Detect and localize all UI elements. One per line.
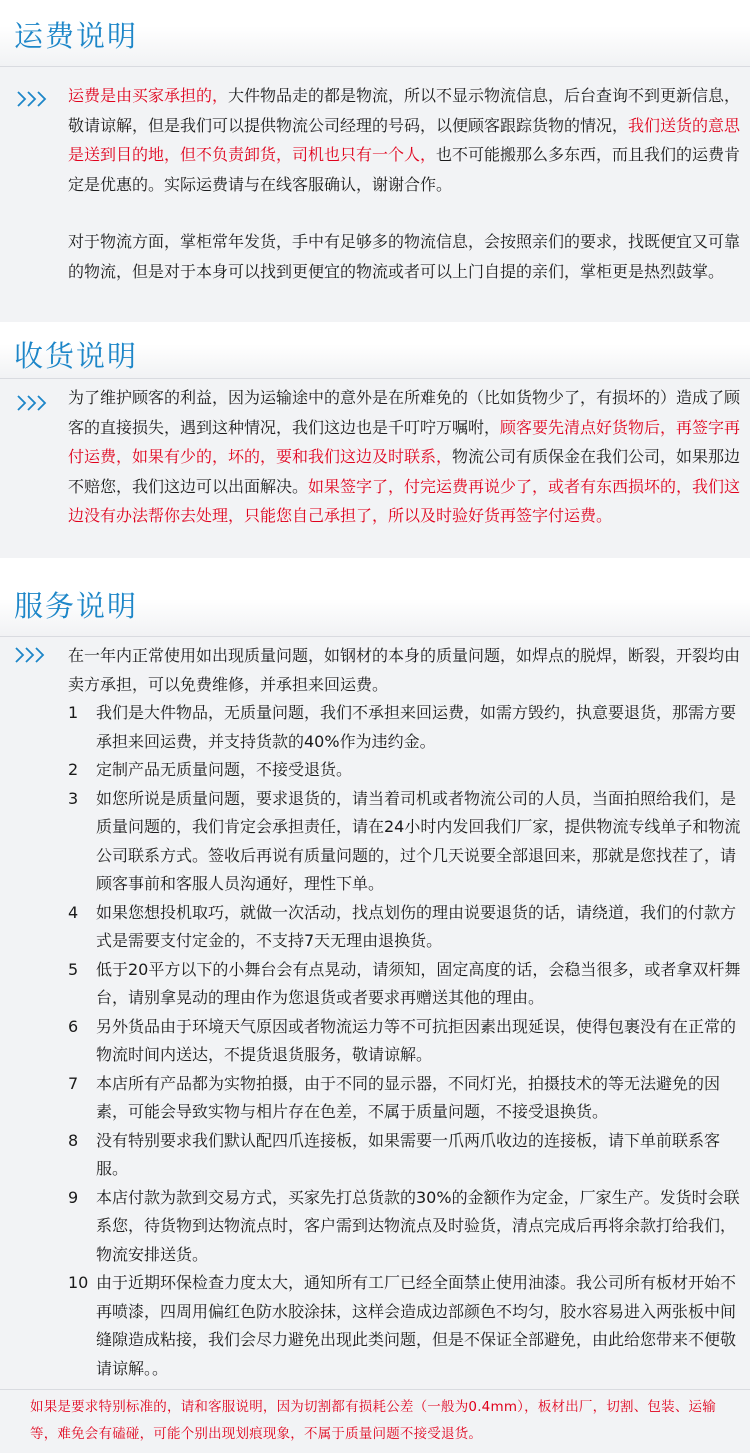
receiving-text-4: 如果签字了，付完运费再说少了，或者有东西损坏的，我们这边没有办法帮你去处理，只能您自己承担了，所以及时验好货再签字付运费。 [68, 476, 741, 525]
service-intro: 在一年内正常使用如出现质量问题，如钢材的本身的质量问题，如焊点的脱焊，断裂，开裂均由卖方承担，可以免费维修，并承担来回运费。 [68, 646, 741, 694]
service-item-10 [68, 1269, 742, 1383]
service-title: 服务说明 [14, 589, 139, 623]
receiving-title: 收货说明 [14, 339, 139, 373]
shipping-body [0, 67, 750, 322]
item-number: 2 [68, 760, 79, 779]
item-number: 10 [68, 1273, 89, 1292]
service-item-7 [68, 1070, 742, 1127]
shipping-text-4: 也不可能搬那么多东西，而且我们的运费肯定是优惠的。实际运费请与在线客服确认，谢谢合作。 [68, 145, 741, 194]
receiving-paragraph [68, 383, 742, 531]
item-text: 由于近期环保检查力度太大，通知所有工厂已经全面禁止使用油漆。我公司所有板材开始不再喷漆，四周用偏红色防水胶涂抹，这样会造成边部颜色不均匀，胶水容易进入两张板中间缝隙造成粘接，我们会尽力避免出现此类问题，但是不保证全部避免，由此给您带来不便敬请谅解。。 [96, 1273, 737, 1378]
service-item-8 [68, 1127, 742, 1184]
service-list [68, 699, 742, 1383]
triple-chevron-right-icon [14, 645, 48, 665]
shipping-text-3: 我们送货的意思是送到目的地，但不负责卸货，司机也只有一个人， [68, 115, 741, 164]
shipping-text-1: 运费是由买家承担的， [68, 86, 229, 105]
triple-chevron-right-icon [16, 89, 50, 109]
item-number: 5 [68, 959, 79, 979]
receiving-body [0, 379, 750, 558]
item-number: 4 [68, 902, 79, 922]
item-number: 1 [68, 703, 79, 722]
shipping-section [0, 0, 750, 322]
service-item-4 [68, 899, 742, 956]
item-text: 本店所有产品都为实物拍摄，由于不同的显示器，不同灯光，拍摄技术的等无法避免的因素，可能会导致实物与相片存在色差，不属于质量问题，不接受退换货。 [96, 1073, 721, 1121]
service-item-3 [68, 785, 742, 899]
receiving-header [0, 322, 750, 379]
item-text: 本店付款为款到交易方式，买家先打总货款的30%的金额作为定金，厂家生产。发货时会联系您，待货物到达物流点时，客户需到达物流点及时验货，清点完成后再将余款打给我们，物流安排送货。 [96, 1187, 740, 1264]
item-text: 如果您想投机取巧，就做一次活动，找点划伤的理由说要退货的话，请绕道，我们的付款方式是需要支付定金的，不支持7天无理由退换货。 [96, 902, 737, 950]
footer-note-text: 如果是要求特别标准的，请和客服说明，因为切割都有损耗公差（一般为0.4mm），板材出厂，切割、包装、运输等，难免会有磕碰，可能个别出现划痕现象，不属于质量问题不接受退货。 [30, 1399, 716, 1442]
shipping-paragraph [68, 81, 742, 199]
service-header [0, 574, 750, 637]
service-item-9 [68, 1184, 742, 1270]
shipping-text-2: 大件物品走的都是物流，所以不显示物流信息，后台查询不到更新信息，敬请谅解，但是我们可以提供物流公司经理的号码，以便顾客跟踪货物的情况， [68, 86, 741, 135]
item-text: 如您所说是质量问题，要求退货的，请当着司机或者物流公司的人员，当面拍照给我们，是质量问题的，我们肯定会承担责任，请在24小时内发回我们厂家，提供物流专线单子和物流公司联系方式。签收后再说有质量问题的，过个几天说要全部退回来，那就是您找茬了，请顾客事前和客服人员沟通好，理性下单。 [96, 788, 741, 893]
item-number: 7 [68, 1073, 79, 1093]
service-item-2 [68, 756, 742, 785]
service-body [0, 637, 750, 1389]
service-item-6 [68, 1013, 742, 1070]
shipping-header [0, 0, 750, 67]
item-number: 9 [68, 1187, 79, 1207]
receiving-text-3: 物流公司有质保金在我们公司，如果那边不赔您，我们这边可以出面解决。 [68, 447, 741, 496]
shipping-paragraph-2: 对于物流方面，掌柜常年发货，手中有足够多的物流信息，会按照亲们的要求，找既便宜又可靠的物流，但是对于本身可以找到更便宜的物流或者可以上门自提的亲们，掌柜更是热烈鼓掌。 [68, 232, 741, 281]
footer-note [0, 1389, 750, 1453]
service-item-5 [68, 956, 742, 1013]
triple-chevron-right-icon [16, 393, 50, 413]
item-text: 低于20平方以下的小舞台会有点晃动，请须知，固定高度的话，会稳当很多，或者拿双杆舞台，请别拿晃动的理由作为您退货或者要求再赠送其他的理由。 [96, 959, 741, 1007]
service-section [0, 574, 750, 1389]
item-number: 8 [68, 1130, 79, 1150]
receiving-text-2: 顾客要先清点好货物后，再签字再付运费，如果有少的，坏的，要和我们这边及时联系， [68, 417, 741, 466]
item-text: 我们是大件物品，无质量问题，我们不承担来回运费，如需方毁约，执意要退货，那需方要承担来回运费，并支持货款的40%作为违约金。 [96, 703, 737, 751]
service-item-1 [68, 699, 742, 756]
receiving-text-1: 为了维护顾客的利益，因为运输途中的意外是在所难免的（比如货物少了，有损坏的）造成了顾客的直接损失，遇到这种情况，我们这边也是千叮咛万嘱咐， [68, 388, 741, 437]
item-number: 3 [68, 788, 79, 808]
receiving-section [0, 322, 750, 558]
item-text: 另外货品由于环境天气原因或者物流运力等不可抗拒因素出现延误，使得包裹没有在正常的物流时间内送达，不提货退货服务，敬请谅解。 [96, 1016, 737, 1064]
item-text: 没有特别要求我们默认配四爪连接板，如果需要一爪两爪收边的连接板，请下单前联系客服。 [96, 1130, 721, 1178]
item-number: 6 [68, 1016, 79, 1036]
shipping-title: 运费说明 [14, 19, 139, 53]
item-text: 定制产品无质量问题，不接受退货。 [96, 760, 353, 779]
